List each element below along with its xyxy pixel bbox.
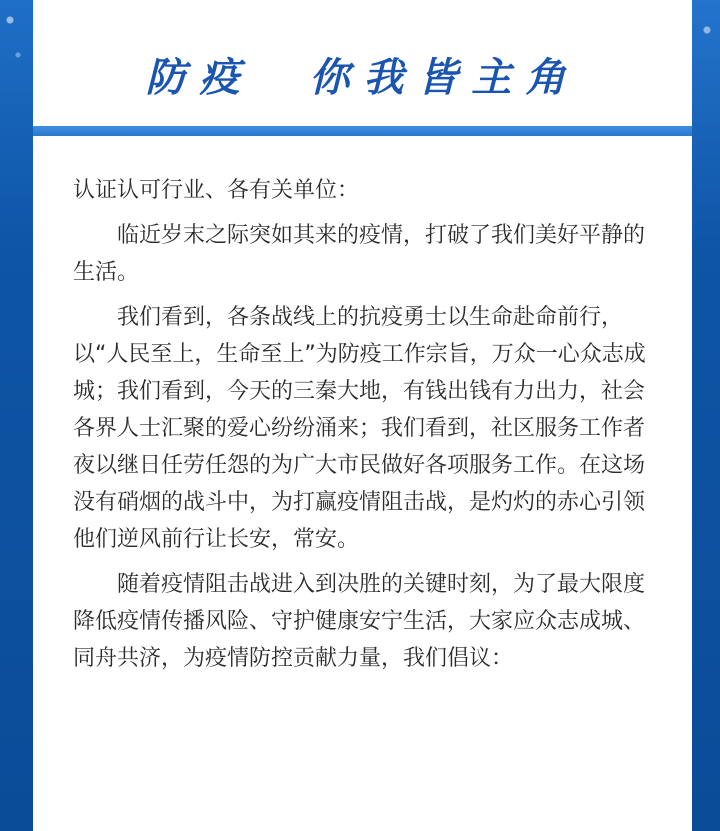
paragraph-3: 随着疫情阻击战进入到决胜的关键时刻，为了最大限度降低疫情传播风险、守护健康安宁生活，大家应众志成城、同舟共济，为疫情防控贡献力量，我们倡议： — [73, 572, 646, 671]
letter-body — [73, 172, 657, 685]
letter-panel — [33, 0, 692, 831]
paragraph-1: 临近岁末之际突如其来的疫情，打破了我们美好平静的生活。 — [73, 223, 646, 285]
title-header — [33, 0, 692, 126]
header-divider-bar — [33, 126, 692, 136]
salutation: 认证认可行业、各有关单位： — [73, 178, 360, 203]
left-background-decoration — [0, 0, 33, 831]
page-title: 防疫 你我皆主角 — [145, 54, 580, 101]
paragraph-2: 我们看到，各条战线上的抗疫勇士以生命赴命前行，以“人民至上，生命至上”为防疫工作宗旨，万众一心众志成城；我们看到，今天的三秦大地，有钱出钱有力出力，社会各界人士汇聚的爱心纷纷涌来；我们看到，社区服务工作者夜以继日任劳任怨的为广大市民做好各项服务工作。在这场没有硝烟的战斗中，为打赢疫情阻击战，是灼灼的赤心引领他们逆风前行让长安，常安。 — [73, 305, 646, 552]
